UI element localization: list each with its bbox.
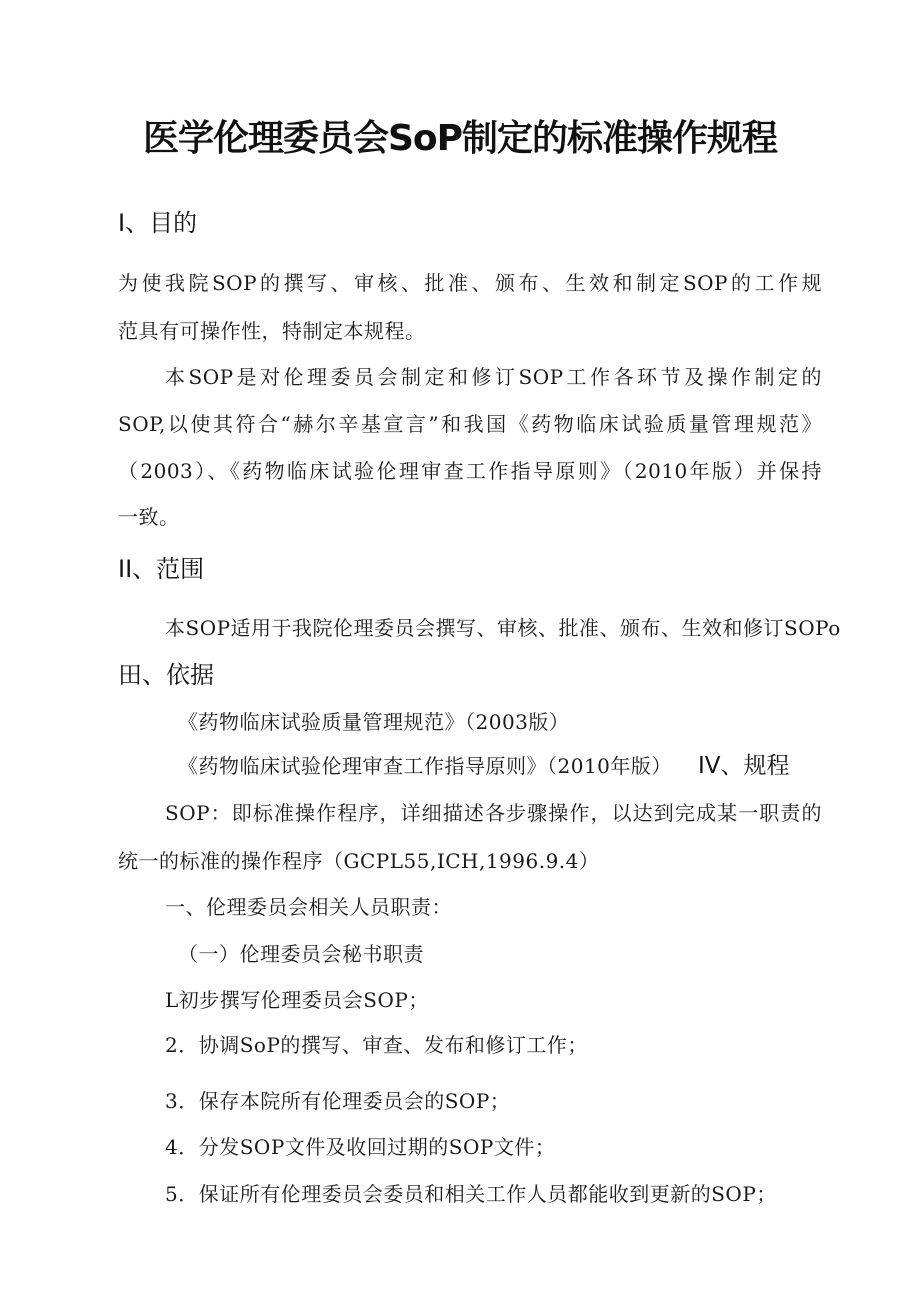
section-heading-purpose: I、目的 xyxy=(118,209,198,237)
page-title: 医学伦理委员会SoP制定的标准操作规程 xyxy=(142,118,778,159)
purpose-para2-line4: 一致。 xyxy=(118,505,180,529)
basis-reference-gcp: 《药物临床试验质量管理规范》（2003版） xyxy=(178,710,570,734)
scope-para: 本SOP适用于我院伦理委员会撰写、审核、批准、颁布、生效和修订SOPo xyxy=(165,616,841,640)
procedure-definition-line1: SOP：即标准操作程序，详细描述各步骤操作，以达到完成某一职责的 xyxy=(165,801,822,825)
purpose-para1-line1: 为使我院SOP的撰写、审核、批准、颁布、生效和制定SOP的工作规 xyxy=(118,271,822,295)
list-item: 2．协调SoP的撰写、审查、发布和修订工作； xyxy=(165,1033,588,1057)
section-heading-basis: 田、依据 xyxy=(118,661,214,689)
purpose-para2-line2: SOP,以使其符合“赫尔辛基宣言”和我国《药物临床试验质量管理规范》 xyxy=(118,412,822,436)
list-item: 3．保存本院所有伦理委员会的SOP； xyxy=(165,1089,511,1113)
list-item: 4．分发SOP文件及收回过期的SOP文件； xyxy=(165,1135,556,1159)
section-heading-scope: II、范围 xyxy=(118,555,205,583)
list-item: 5．保证所有伦理委员会委员和相关工作人员都能收到更新的SOP； xyxy=(165,1182,777,1206)
section-heading-procedure: IV、规程 xyxy=(698,753,790,779)
procedure-definition-line2: 统一的标准的操作程序（GCPL55,ICH,1996.9.4） xyxy=(118,849,600,873)
purpose-para2-line3: （2003）、《药物临床试验伦理审查工作指导原则》（2010年版）并保持 xyxy=(118,459,822,483)
purpose-para1-line2: 范具有可操作性，特制定本规程。 xyxy=(118,319,426,343)
purpose-para2-line1: 本SOP是对伦理委员会制定和修订SOP工作各环节及操作制定的 xyxy=(165,365,822,389)
list-item: L初步撰写伦理委员会SOP； xyxy=(165,988,429,1012)
subsection-secretary-duties: （一）伦理委员会秘书职责 xyxy=(178,942,424,966)
subsection-responsibilities: 一、伦理委员会相关人员职责： xyxy=(165,895,452,919)
basis-reference-ethics-guideline: 《药物临床试验伦理审查工作指导原则》（2010年版） xyxy=(178,754,672,778)
